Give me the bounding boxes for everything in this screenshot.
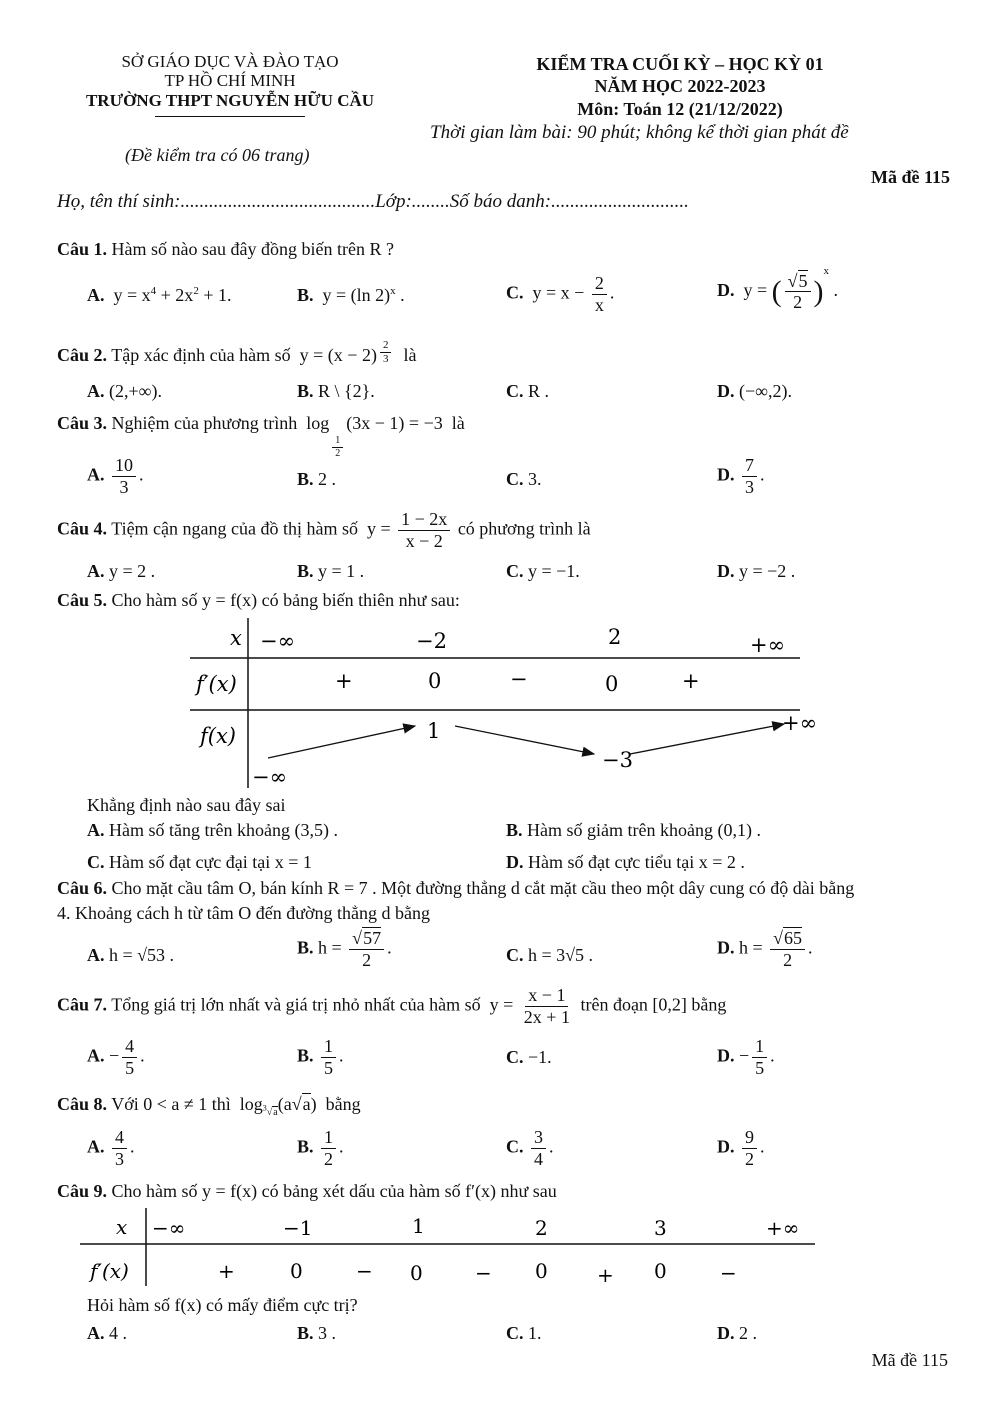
q1-option-b: B. y = (ln 2)$^x$ .: [297, 285, 405, 305]
q8-option-c: C. $\frac{3}{4}$ .: [506, 1127, 554, 1169]
question-3: Câu 3. Nghiệm của phương trình log $\frac{1}{2}$ (3x − 1) = −3 là: [57, 413, 465, 459]
q7-option-a: A. − $\frac{4}{5}$ .: [87, 1036, 145, 1078]
q7-option-b: B. $\frac{1}{5}$ .: [297, 1036, 344, 1078]
student-info-line: Họ, tên thí sinh:.........................................Lớp:........Số báo danh:.............................: [57, 191, 689, 212]
q7-option-d: D. − $\frac{1}{5}$ .: [717, 1036, 775, 1078]
st-sign-7: 0: [654, 1259, 667, 1283]
q4-option-c: C. y = −1.: [506, 561, 580, 581]
question-7: Câu 7. Tổng giá trị lớn nhất và giá trị nhỏ nhất của hàm số y = $\frac{x - 1}{2x + 1}$ trên đoạn [0,2] bằng: [57, 985, 727, 1027]
st-x-pinf: +∞: [766, 1216, 800, 1240]
q1-option-a: A. $y = x^4 + 2x^2 + 1$.: [87, 285, 232, 305]
st-x-3: 3: [654, 1216, 667, 1240]
q1-option-c: C. y = x − $\frac{2}{x}$ .: [506, 273, 615, 315]
q5-option-a: A. Hàm số tăng trên khoảng (3,5) .: [87, 820, 338, 840]
vt-arrow-down: [455, 726, 594, 754]
q6-option-a: A. h = √53 .: [87, 945, 175, 965]
exam-code: Mã đề 115: [871, 167, 950, 187]
st-x-minf: −∞: [152, 1216, 186, 1240]
q5-prompt: Khẳng định nào sau đây sai: [87, 795, 286, 815]
variation-table: [190, 618, 830, 788]
exam-title: KIỂM TRA CUỐI KỲ – HỌC KỲ 01: [536, 54, 824, 74]
q7-option-c: C. −1.: [506, 1047, 552, 1067]
pages-note: (Đề kiểm tra có 06 trang): [125, 145, 310, 165]
header-underline: [155, 116, 305, 117]
st-sign-2: −: [356, 1259, 373, 1283]
question-9: Câu 9. Cho hàm số y = f(x) có bảng xét dấu của hàm số f′(x) như sau: [57, 1181, 557, 1201]
q6-option-b: B. h = $\frac{√57}{2}$ .: [297, 928, 392, 970]
vt-fp-label: f′(x): [196, 672, 237, 696]
q9-prompt: Hỏi hàm số f(x) có mấy điểm cực trị?: [87, 1295, 358, 1315]
q5-option-c: C. Hàm số đạt cực đại tại x = 1: [87, 852, 312, 872]
vt-sign-1: +: [335, 669, 353, 693]
vt-arrow-up-2: [630, 724, 784, 754]
q9-option-d: D. 2 .: [717, 1323, 757, 1343]
q3-option-a: A. $\frac{10}{3}$ .: [87, 455, 144, 497]
q5-option-d: D. Hàm số đạt cực tiểu tại x = 2 .: [506, 852, 745, 872]
question-1: [57, 239, 394, 260]
q6-option-c: C. h = 3√5 .: [506, 945, 594, 965]
vt-x-minf: −∞: [260, 629, 296, 653]
st-sign-3: 0: [410, 1261, 423, 1285]
header-city: TP HỒ CHÍ MINH: [164, 71, 296, 90]
q6-option-d: D. h = $\frac{√65}{2}$ .: [717, 928, 813, 970]
q8-option-a: A. $\frac{4}{3}$ .: [87, 1127, 135, 1169]
vt-x-label: x: [230, 626, 242, 650]
q1-option-d: D. y = ( $\frac{√5}{2}$ )$^x$ .: [717, 265, 839, 313]
sign-table: [80, 1208, 820, 1288]
vt-zero-2: 0: [605, 672, 619, 696]
q2-option-c: C. R .: [506, 381, 550, 401]
vt-arrow-up-1: [268, 726, 415, 758]
q4-option-d: D. y = −2 .: [717, 561, 796, 581]
exam-time: Thời gian làm bài: 90 phút; không kể thời gian phát đề: [430, 122, 849, 143]
q8-option-d: D. $\frac{9}{2}$ .: [717, 1127, 765, 1169]
vt-val-2: −3: [602, 748, 633, 772]
vt-x-pinf: +∞: [750, 633, 786, 657]
q1-label: Câu 1.: [57, 239, 108, 259]
q9-option-a: A. 4 .: [87, 1323, 127, 1343]
st-x-label: x: [116, 1215, 128, 1239]
q2-option-d: D. (−∞,2).: [717, 381, 792, 401]
st-x-1: 1: [412, 1214, 425, 1238]
st-sign-6: +: [597, 1263, 614, 1287]
question-2: Câu 2. Tập xác định của hàm số y = (x − 2) $\frac{2}{3}$ là: [57, 339, 417, 365]
question-6: Câu 6. Cho mặt cầu tâm O, bán kính R = 7 . Một đường thẳng d cắt mặt cầu theo một dây cung có độ dài bằng: [57, 878, 855, 898]
st-sign-0: +: [218, 1259, 235, 1283]
vt-val-minf: −∞: [252, 765, 288, 788]
header-dept: SỞ GIÁO DỤC VÀ ĐÀO TẠO: [121, 52, 339, 71]
q3-option-b: B. 2 .: [297, 469, 337, 489]
question-5: Câu 5. Cho hàm số y = f(x) có bảng biến thiên như sau:: [57, 590, 460, 610]
vt-x-2: 2: [608, 625, 622, 649]
q3-option-d: D. $\frac{7}{3}$ .: [717, 455, 765, 497]
vt-zero-1: 0: [428, 669, 442, 693]
st-sign-8: −: [720, 1261, 737, 1285]
st-sign-5: 0: [535, 1259, 548, 1283]
st-sign-4: −: [475, 1261, 492, 1285]
q9-option-b: B. 3 .: [297, 1323, 337, 1343]
st-fp-label: f′(x): [90, 1259, 129, 1283]
question-8: Câu 8. Với 0 < a ≠ 1 thì $\log_{^3√a}(a√a)$ bằng: [57, 1094, 361, 1118]
q3-option-c: C. 3.: [506, 469, 542, 489]
vt-sign-3: +: [682, 669, 700, 693]
header-school: TRƯỜNG THPT NGUYỄN HỮU CẦU: [85, 91, 375, 110]
vt-f-label: f(x): [200, 724, 237, 748]
exam-year: NĂM HỌC 2022-2023: [594, 76, 766, 96]
vt-sign-2: −: [510, 667, 528, 691]
st-x-0: −1: [283, 1216, 313, 1240]
q8-option-b: B. $\frac{1}{2}$ .: [297, 1127, 344, 1169]
q4-option-b: B. y = 1 .: [297, 561, 365, 581]
st-x-2: 2: [535, 1216, 548, 1240]
q4-option-a: A. y = 2 .: [87, 561, 156, 581]
st-sign-1: 0: [290, 1259, 303, 1283]
q2-option-a: A. (2,+∞).: [87, 381, 162, 401]
exam-subject: Môn: Toán 12 (21/12/2022): [577, 99, 783, 119]
vt-val-1: 1: [427, 719, 441, 743]
q9-option-c: C. 1.: [506, 1323, 542, 1343]
q1-text: Hàm số nào sau đây đồng biến trên R ?: [111, 239, 394, 259]
footer-code: Mã đề 115: [871, 1350, 948, 1370]
question-6-line2: 4. Khoảng cách h từ tâm O đến đường thẳng d bằng: [57, 903, 430, 923]
vt-val-pinf: +∞: [782, 711, 818, 735]
question-4: Câu 4. Tiệm cận ngang của đồ thị hàm số y = $\frac{1 - 2x}{x - 2}$ có phương trình là: [57, 509, 591, 551]
q5-option-b: B. Hàm số giảm trên khoảng (0,1) .: [506, 820, 761, 840]
q2-option-b: B. R \ {2}.: [297, 381, 375, 401]
vt-x-1: −2: [416, 629, 447, 653]
